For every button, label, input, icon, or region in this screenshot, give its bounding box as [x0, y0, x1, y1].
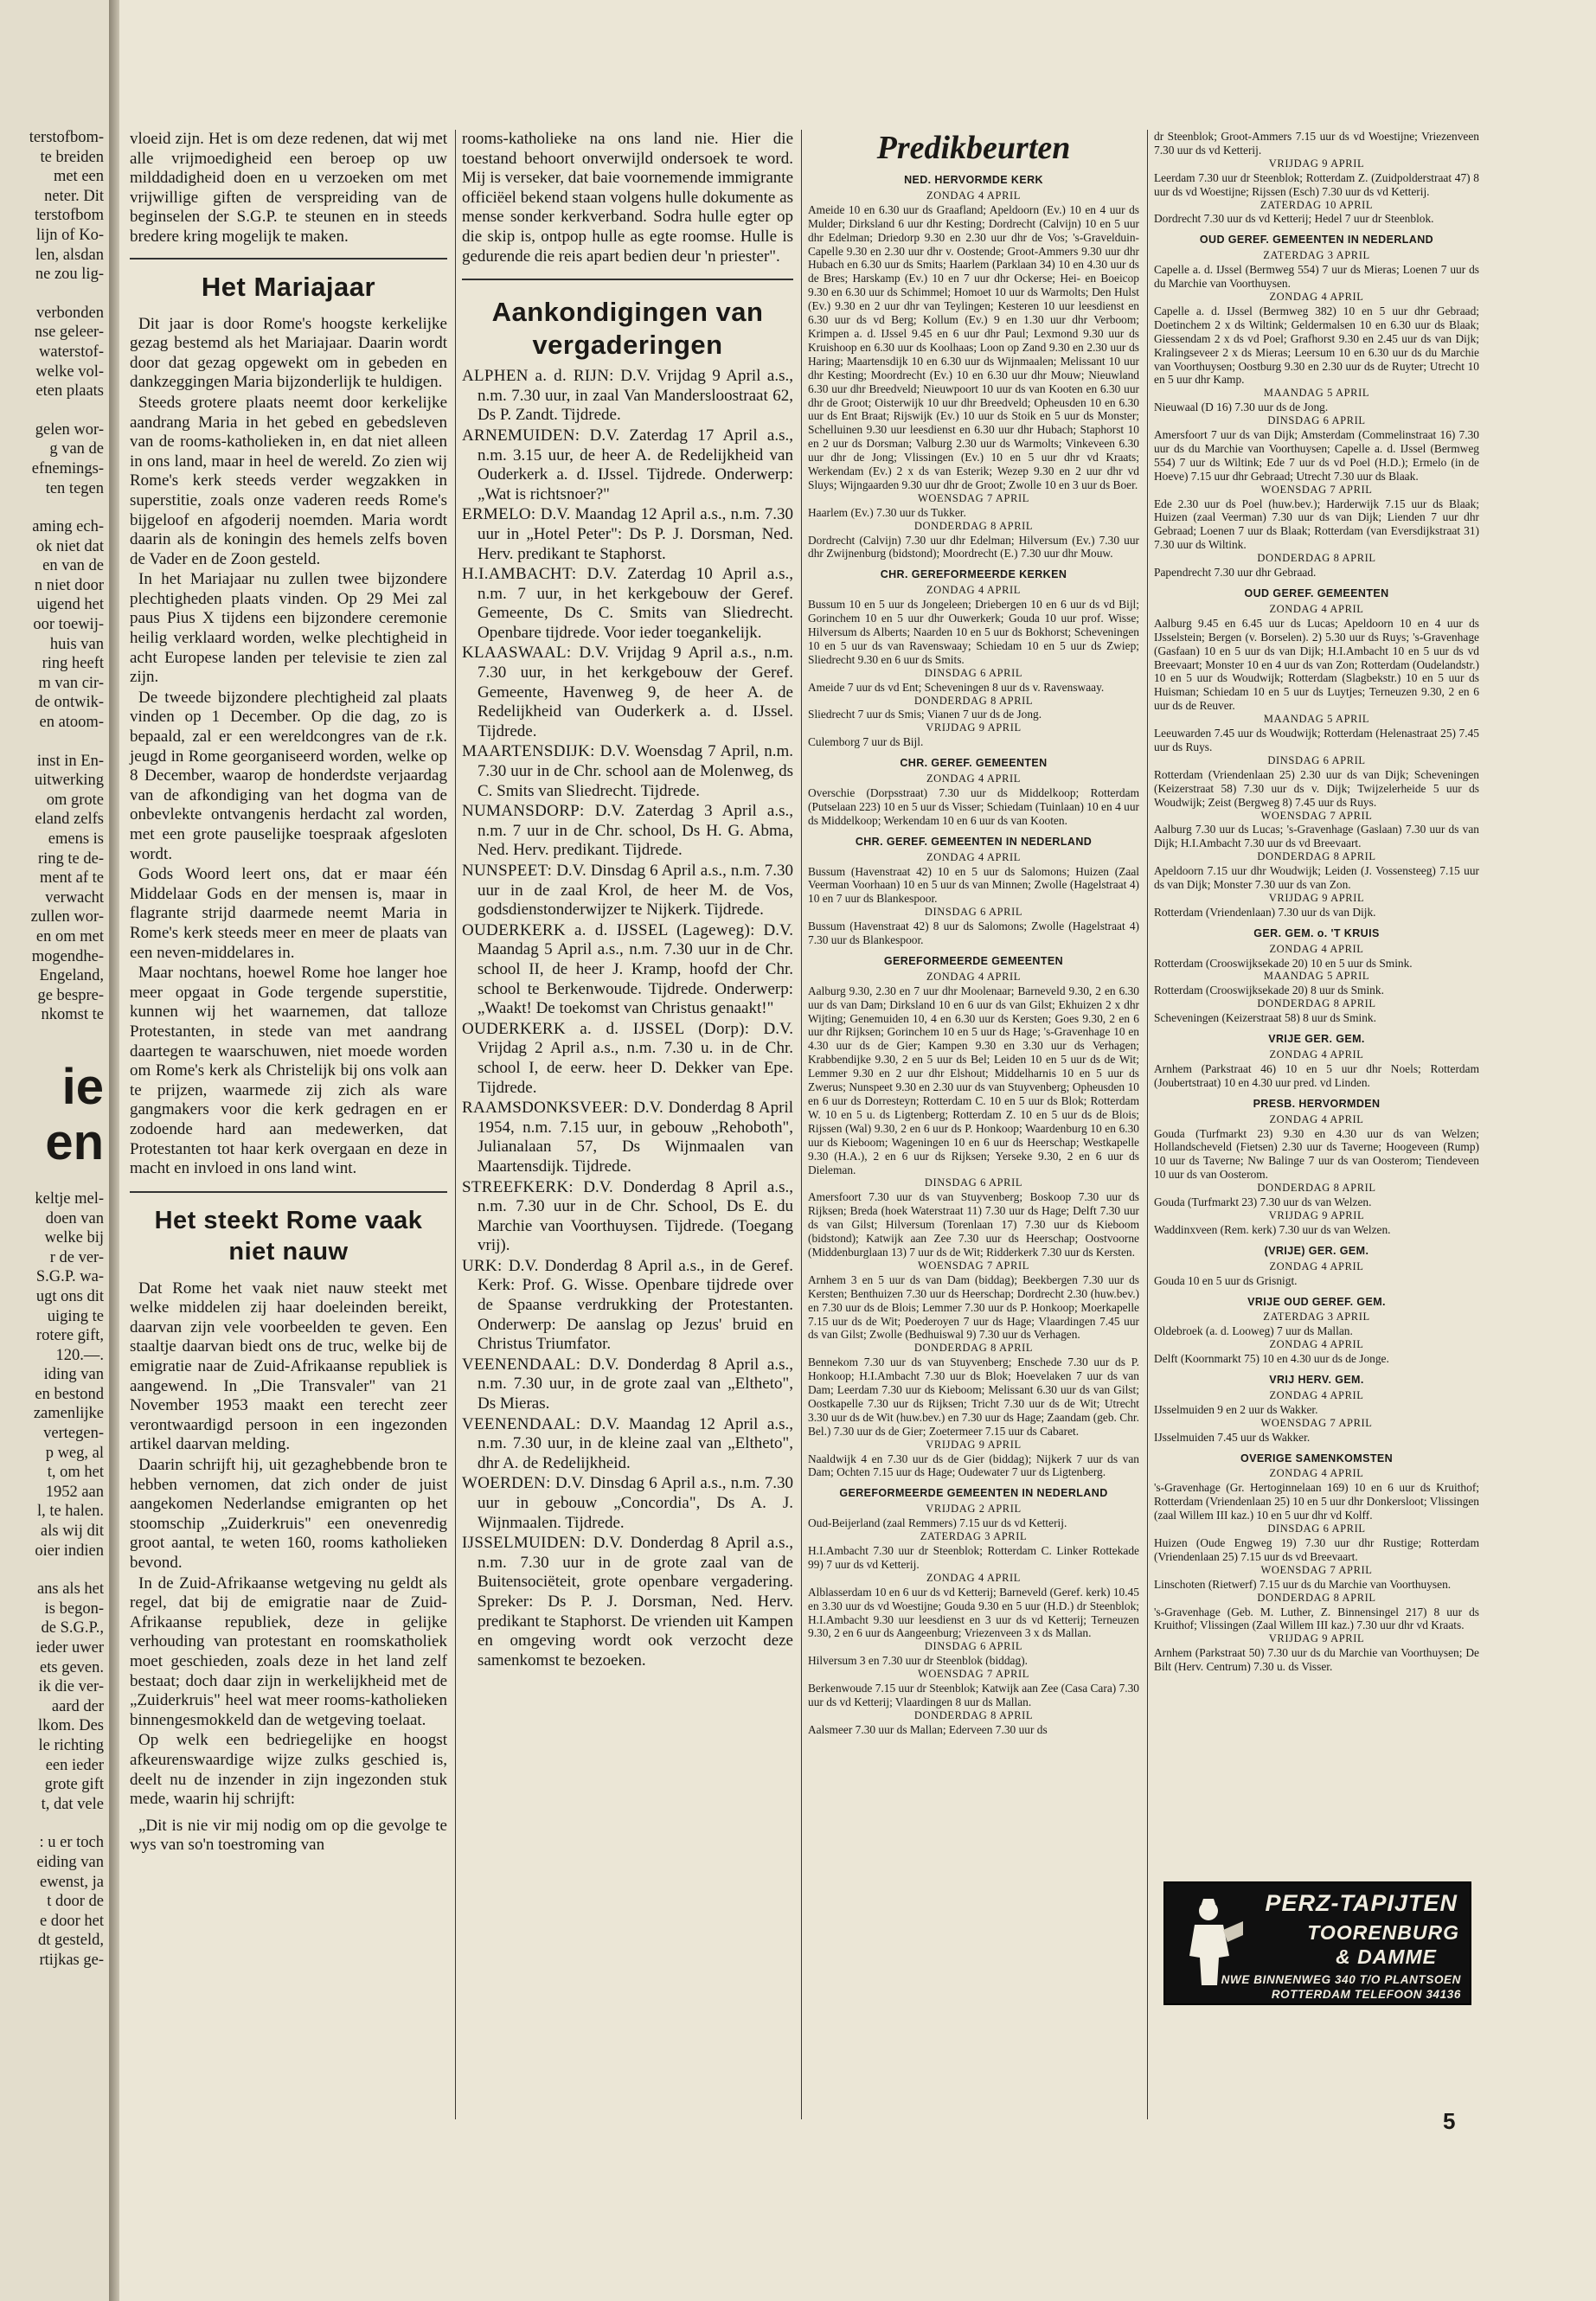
service-listing: Gouda (Turfmarkt 23) 9.30 en 4.30 uur ds van Welzen; Hollandscheveld (Fietsen) 2.30 uur ds Taverne; Hoogeveen (Rump) 10 uur ds Taverne; Nw Balinge 7 uur ds van Oosterom; Tiendeveen 10 uur ds van Oosterom.	[1154, 1126, 1479, 1182]
page-gutter	[109, 0, 119, 2301]
service-listing: Apeldoorn 7.15 uur dhr Woudwijk; Leiden (J. Vossensteeg) 7.15 uur ds van Dijk; Monster 7.30 uur ds van Zon.	[1154, 864, 1479, 892]
strip-text-line: keltje mel-	[35, 1189, 104, 1208]
announcement-item: ARNEMUIDEN: D.V. Zaterdag 17 April a.s., n.m. 3.15 uur, de heer A. de Redelijkheid van Ouderkerk a. d. IJssel. Tijdrede. Onderwerp: „Wat is richtsnoer?"	[462, 426, 793, 503]
service-day: ZATERDAG 3 APRIL	[920, 1530, 1028, 1543]
service-day: DONDERDAG 8 APRIL	[913, 519, 1034, 532]
service-day: WOENSDAG 7 APRIL	[917, 1259, 1030, 1272]
service-listing: H.I.Ambacht 7.30 uur dr Steenblok; Rotterdam C. Linker Rottekade 99) 7 uur ds vd Ketterij.	[808, 1544, 1139, 1571]
church-heading: CHR. GEREF. GEMEENTEN IN NEDERLAND	[855, 835, 1093, 848]
service-listing: Gouda 10 en 5 uur ds Grisnigt.	[1154, 1273, 1298, 1287]
article-paragraph: In het Mariajaar nu zullen twee bijzondere plechtigheden plaats vinden. Op 29 Mei zal paus Pius X tijdens een bijzondere ceremonie heilig verklaard worden, welke plechtigheid in acht Europese landen per televisie te zien zal zijn.	[130, 570, 447, 687]
announcement-place: URK:	[462, 1256, 503, 1275]
strip-text-line: te breiden	[40, 148, 104, 166]
strip-text-line: de S.G.P.,	[41, 1619, 104, 1638]
strip-text-line: uitwerking	[34, 772, 104, 790]
service-listing: Leeuwarden 7.45 uur ds Woudwijk; Rotterdam (Helenastraat 25) 7.45 uur ds Ruys.	[1154, 727, 1479, 753]
strip-heading-2: en	[45, 1113, 104, 1170]
strip-lines	[0, 128, 109, 1971]
announcement-place: MAARTENSDIJK:	[462, 742, 595, 761]
announcement-place: RAAMSDONKSVEER:	[462, 1099, 629, 1118]
strip-text-line: en van de	[42, 557, 104, 575]
strip-text-line: e door het	[40, 1912, 104, 1930]
announcement-place: VEENENDAAL:	[462, 1414, 581, 1433]
strip-text-line: waterstof-	[39, 343, 104, 361]
announcement-place: STREEFKERK:	[462, 1177, 574, 1196]
strip-text-line: grote gift	[44, 1776, 104, 1794]
strip-text-line: 120.—.	[55, 1346, 104, 1364]
announcement-item: RAAMSDONKSVEER: D.V. Donderdag 8 April 1954, n.m. 7.15 uur, in gebouw „Rehoboth", Julianalaan 57, Ds Wijnmaalen van Maartensdijk. Tijdrede.	[462, 1099, 793, 1176]
service-day: ZATERDAG 3 APRIL	[1263, 1311, 1370, 1324]
service-day: WOENSDAG 7 APRIL	[917, 491, 1030, 504]
strip-text-line: rtijkas ge-	[39, 1951, 104, 1969]
ad-phone: ROTTERDAM TELEFOON 34136	[1271, 1988, 1461, 2001]
church-heading: VRIJE OUD GEREF. GEM.	[1247, 1295, 1386, 1308]
service-day: ZONDAG 4 APRIL	[1269, 290, 1364, 303]
announcement-item: VEENENDAAL: D.V. Maandag 12 April a.s., n.m. 7.30 uur, in de kleine zaal van „Eltheto", dhr A. de Redelijkheid.	[462, 1414, 793, 1472]
service-day: MAANDAG 5 APRIL	[1263, 713, 1370, 726]
announcement-place: WOERDEN:	[462, 1474, 551, 1493]
announcement-item: URK: D.V. Donderdag 8 April a.s., in de Geref. Kerk: Prof. G. Wisse. Openbare tijdrede over de Spaanse verdrukking der Protestanten. Onderwerp: De aanslag op Jezus' bruid en Christus Triumfator.	[462, 1256, 793, 1354]
strip-text-line: ok niet dat	[35, 537, 104, 555]
announcement-place: NUNSPEET:	[462, 862, 553, 880]
column-rule	[455, 130, 456, 2119]
strip-text-line: terstofbom	[34, 207, 104, 225]
announcement-item: VEENENDAAL: D.V. Donderdag 8 April a.s., n.m. 7.30 uur, in de grote zaal van „Eltheto", Ds Mieras.	[462, 1355, 793, 1413]
announcement-item: STREEFKERK: D.V. Donderdag 8 April a.s., n.m. 7.30 uur in de Chr. School, Ds E. du Marchie van Voorthuysen. Tijdrede. (Toegang vrij).	[462, 1177, 793, 1255]
announcement-item: H.I.AMBACHT: D.V. Zaterdag 10 April a.s., n.m. 7 uur, in het kerkgebouw der Geref. Gemeente, Ds C. Smits van Sliedrecht. Openbare tijdrede. Voor ieder toegankelijk.	[462, 565, 793, 642]
service-day: DINSDAG 6 APRIL	[924, 906, 1023, 919]
service-listing: Capelle a. d. IJssel (Bermweg 554) 7 uur ds Mieras; Loenen 7 uur ds du Marchie van Voorthuysen.	[1154, 263, 1479, 291]
service-day: DONDERDAG 8 APRIL	[913, 694, 1034, 707]
announcement-item: OUDERKERK a. d. IJSSEL (Lageweg): D.V. Maandag 5 April a.s., n.m. 7.30 uur in de Chr. school II, de heer J. Kramp, hoofd der Chr. school te Berkenwoude. Tijdrede. Onderwerp: „Waakt! De toekomst van Christus genaakt!"	[462, 920, 793, 1018]
service-day: ZONDAG 4 APRIL	[1269, 1048, 1364, 1061]
service-listing: Amersfoort 7 uur ds van Dijk; Amsterdam (Commelinstraat 16) 7.30 uur ds du Marchie van Voorthuysen; Capelle a. d. IJssel (Bermweg 554) 7 uur ds Wiltink; Ede 7 uur ds vd Poel (H.D.); Ermelo (in de Hoeve) 7.15 uur dhr Gebraad; Utrecht 7.30 uur ds Blaak.	[1154, 428, 1479, 483]
service-listing: Aalburg 9.30, 2.30 en 7 uur dhr Moolenaar; Barneveld 9.30, 2 en 6.30 uur ds van Dam; Dirksland 10 en 6 uur ds van Gilst; Ekhuizen 2 x dhr Wijting; Genemuiden 10, 4 en 6.30 uur ds Kersten; Goes 9.30, 2 en 6 uur dhr Rijksen; Gorinchem 10 en 5 uur ds Hage; 's-Gravenhage 10 en 4.30 uur ds de Gier; Kampen 9.30 en 3.30 uur ds Verhagen; Krabbendijke 9.30, 2 en 5 uur ds Bel; Leiden 10 en 5 uur ds de Wit; Lemmer 9.30 en 2 uur dhr Elshout; Middelharnis 10 en 5 uur ds Zwerus; Nunspeet 9.30 en 2.30 uur ds van Stuyvenberg; Opheusden 10 en 6 uur ds Dorresteyn; Rotterdam C. 10 en 5 uur ds Blok; Rotterdam W. 10 en 5 u. ds Ligtenberg; Rotterdam Z. 10 en 5 uur ds de Blois; Rijssen (Wal) 9.30, 2 en 6 uur ds P. Honkoop; Waardenburg 10 en 6.30 uur ds Kieboom; Wageningen 10 en 6 uur ds Heerschap; Westkapelle 9.30 (H.A.), 2 en 6 uur ds Rijksen; Yerseke 9.30, 2 en 6 uur ds Dieleman.	[808, 984, 1139, 1176]
strip-text-line: t door de	[47, 1893, 104, 1911]
announcement-place: OUDERKERK a. d. IJSSEL (Lageweg):	[462, 920, 755, 939]
strip-text-line: ans als het	[36, 1580, 104, 1599]
article-paragraph: „Dit is nie vir mij nodig om op die gevolge te wys van so'n toestroming van	[130, 1816, 447, 1855]
announcement-item: IJSSELMUIDEN: D.V. Donderdag 8 April a.s., n.m. 7.30 uur in de grote zaal van de Buitensociëteit, grote openbare vergadering. Spreker: Ds P. J. Dorsman, Ned. Herv. predikant te Staphorst. De vrienden uit Kampen en omgeving wordt ook verzocht deze samenkomst te bezoeken.	[462, 1534, 793, 1670]
service-day: DONDERDAG 8 APRIL	[1257, 997, 1376, 1010]
service-listing: Overschie (Dorpsstraat) 7.30 uur ds Middelkoop; Rotterdam (Putselaan 223) 10 en 5 uur ds Visser; Schiedam (Tuinlaan) 10 en 4 uur ds Middelkoop; Werkendam 10 en 6 uur ds van Kooten.	[808, 785, 1139, 827]
service-listing: Leerdam 7.30 uur dr Steenblok; Rotterdam Z. (Zuidpolderstraat 47) 8 uur ds vd Woestijne; Rijssen (Esch) 7.30 uur ds vd Ketterij.	[1154, 170, 1479, 198]
ad-line-3: & DAMME	[1336, 1945, 1437, 1968]
ad-line-2: TOORENBURG	[1307, 1921, 1459, 1944]
service-listing: Linschoten (Rietwerf) 7.15 uur ds du Marchie van Voorthuysen.	[1154, 1577, 1452, 1591]
strip-text-line: eiding van	[36, 1853, 104, 1871]
service-day: DINSDAG 6 APRIL	[1267, 1522, 1366, 1535]
strip-text-line: om grote	[46, 791, 104, 809]
church-heading: OVERIGE SAMENKOMSTEN	[1240, 1452, 1394, 1465]
article-paragraph: Dit jaar is door Rome's hoogste kerkelijke gezag bestemd als het Mariajaar. Daarin wordt door dat gezag opgewekt om in gebeden en dankzeggingen Maria bijzonderlijk te huldigen.	[130, 314, 447, 392]
service-listing: dr Steenblok; Groot-Ammers 7.15 uur ds vd Woestijne; Vriezenveen 7.30 uur ds vd Ketterij.	[1154, 130, 1479, 157]
strip-text-line: ten tegen	[45, 479, 104, 497]
service-day: VRIJDAG 9 APRIL	[926, 1438, 1022, 1451]
service-day: VRIJDAG 2 APRIL	[926, 1503, 1022, 1516]
strip-text-line: : u er toch	[39, 1834, 104, 1852]
service-listing: Arnhem (Parkstraat 46) 10 en 5 uur dhr Noels; Rotterdam (Joubertstraat) 10 en 4.30 uur pred. vd Linden.	[1154, 1061, 1479, 1089]
service-listing: Aalburg 9.45 en 6.45 uur ds Lucas; Apeldoorn 10 en 4 uur ds IJsselstein; Bergen (v. Borselen). 2) 5.30 uur ds Ruys; 's-Gravenhage (Gasfaan) 10 en 5 uur ds van Dijk; H.I.Ambacht 10 en 5 uur ds vd Breevaart; Monster 10 en 4 uur ds van Zon; Rotterdam (Oudelandstr.) 10 en 5 uur ds Woudwijk; Rotterdam (Slagbekstr.) 10 en 5 uur ds Huisman; Schiedam 10 en 5 uur ds Luytjes; Terneuzen 9.30, 2 en 6 uur ds de Reuver.	[1154, 616, 1479, 713]
strip-text-line: zullen wor-	[30, 908, 104, 926]
strip-text-line: t, om het	[47, 1464, 104, 1482]
service-day: VRIJDAG 9 APRIL	[1268, 1208, 1365, 1221]
page-number: 5	[1443, 2108, 1456, 2134]
service-day: ZONDAG 4 APRIL	[1269, 1259, 1364, 1272]
service-day: DONDERDAG 8 APRIL	[1257, 552, 1376, 565]
service-day: ZONDAG 4 APRIL	[926, 189, 1022, 202]
previous-page-strip	[0, 0, 109, 2301]
service-day: VRIJDAG 9 APRIL	[1268, 157, 1365, 170]
service-listing: Waddinxveen (Rem. kerk) 7.30 uur ds van Welzen.	[1154, 1222, 1391, 1236]
strip-text-line: n niet door	[34, 576, 104, 594]
strip-text-line: ieder uwer	[35, 1639, 104, 1657]
strip-text-line: huis van	[49, 635, 104, 653]
service-day: ZATERDAG 3 APRIL	[1263, 249, 1370, 262]
service-day: DONDERDAG 8 APRIL	[1257, 1182, 1376, 1195]
service-day: WOENSDAG 7 APRIL	[1260, 1416, 1373, 1429]
service-day: ZONDAG 4 APRIL	[1269, 942, 1364, 955]
service-listing: Arnhem 3 en 5 uur ds van Dam (biddag); Beekbergen 7.30 uur ds Kersten; Benthuizen 7.30 uur ds Heerschap; Dordrecht 2.30 (huw.bev.) en 7.30 uur ds de Blois; Lemmer 7.30 uur ds P. Honkoop; Moerkapelle 7.15 uur ds de Wit; Poederoyen 7 uur ds Hage; Vlaardingen 7.45 uur ds van Gilst; Zwolle (Bedhuiswal 9) 7.30 uur ds Verhagen.	[808, 1272, 1139, 1342]
church-heading: CHR. GEREF. GEMEENTEN	[900, 757, 1048, 770]
service-day: WOENSDAG 7 APRIL	[917, 1668, 1030, 1681]
service-listing: Papendrecht 7.30 uur dhr Gebraad.	[1154, 566, 1317, 580]
church-heading: VRIJ HERV. GEM.	[1269, 1374, 1364, 1387]
strip-text-line: zamenlijke	[33, 1405, 104, 1423]
strip-text-line: de ontwik-	[35, 694, 104, 712]
strip-text-line: eland zelfs	[35, 811, 104, 829]
church-heading: OUD GEREF. GEMEENTEN IN NEDERLAND	[1199, 234, 1434, 247]
church-heading: (VRIJE) GER. GEM.	[1264, 1244, 1369, 1257]
service-day: WOENSDAG 7 APRIL	[1260, 809, 1373, 822]
service-listing: Rotterdam (Vriendenlaan) 7.30 uur ds van Dijk.	[1154, 905, 1376, 919]
service-listing: Bussum (Havenstraat 42) 10 en 5 uur ds Salomons; Huizen (Zaal Veerman Voorhaan) 10 en 5 uur ds van Minnen; Zwolle (Hagelstraat 4) 10 en 7 uur ds Blankespoor.	[808, 864, 1139, 906]
service-listing: Oud-Beijerland (zaal Remmers) 7.15 uur ds vd Ketterij.	[808, 1516, 1067, 1530]
service-listing: IJsselmuiden 7.45 uur ds Wakker.	[1154, 1430, 1311, 1444]
announcement-place: VEENENDAAL:	[462, 1355, 581, 1374]
strip-text-line: als wij dit	[41, 1522, 104, 1541]
service-day: ZONDAG 4 APRIL	[926, 772, 1022, 785]
service-listing: Delft (Koornmarkt 75) 10 en 4.30 uur ds de Jonge.	[1154, 1352, 1389, 1366]
service-listing: Berkenwoude 7.15 uur dr Steenblok; Katwijk aan Zee (Casa Cara) 7.30 uur ds vd Ketterij; Vlaardingen 8 uur ds Mallan.	[808, 1682, 1140, 1708]
service-listing: Aalburg 7.30 uur ds Lucas; 's-Gravenhage (Gaslaan) 7.30 uur ds van Dijk; H.I.Ambacht 7.30 uur ds vd Breevaart.	[1154, 823, 1479, 850]
announcement-item: MAARTENSDIJK: D.V. Woensdag 7 April, n.m. 7.30 uur in de Chr. school aan de Molenweg, ds C. Smits van Sliedrecht. Tijdrede.	[462, 742, 793, 800]
column-1	[130, 130, 447, 1856]
service-day: ZONDAG 4 APRIL	[1269, 602, 1364, 615]
strip-text-line: uigend het	[36, 596, 104, 614]
service-day: ZONDAG 4 APRIL	[926, 1571, 1022, 1584]
announcement-list	[462, 367, 793, 1670]
strip-text-line: ets geven.	[40, 1658, 104, 1676]
strip-text-line: efnemings-	[31, 459, 104, 478]
strip-text-line: oier indien	[35, 1541, 104, 1560]
service-listing: Haarlem (Ev.) 7.30 uur ds Tukker.	[808, 505, 966, 519]
strip-text-line: eten plaats	[35, 382, 104, 401]
column-rule	[1147, 130, 1148, 2119]
service-day: DINSDAG 6 APRIL	[924, 1176, 1023, 1189]
announcement-place: OUDERKERK a. d. IJSSEL (Dorp):	[462, 1019, 750, 1038]
service-schedule-continued	[1154, 130, 1479, 1674]
strip-text-line: ring heeft	[42, 655, 104, 673]
service-listing: Huizen (Oude Engweg 19) 7.30 uur dhr Rustige; Rotterdam (Vriendenlaan 25) 7.15 uur ds vd Breevaart.	[1154, 1536, 1479, 1563]
church-heading: GEREFORMEERDE GEMEENTEN	[883, 954, 1064, 967]
announcement-place: ERMELO:	[462, 505, 536, 524]
service-listing: Bussum (Havenstraat 42) 8 uur ds Salomons; Zwolle (Hagelstraat 4) 7.30 uur ds Blankespoor.	[808, 920, 1139, 947]
service-listing: Ameide 7 uur ds vd Ent; Scheveningen 8 uur ds v. Ravenswaay.	[808, 680, 1105, 694]
service-day: ZONDAG 4 APRIL	[1269, 1112, 1364, 1125]
strip-text-line: ewenst, ja	[40, 1873, 104, 1891]
strip-text-line: is begon-	[44, 1599, 104, 1618]
column-3	[808, 130, 1139, 1737]
announcement-item: KLAASWAAL: D.V. Vrijdag 9 April a.s., n.m. 7.30 uur, in het kerkgebouw der Geref. Gemeente, Havenweg 9, de heer A. de Redelijkheid van Ouderkerk a. d. IJssel. Tijdrede.	[462, 644, 793, 740]
service-listing: Arnhem (Parkstraat 50) 7.30 uur ds du Marchie van Voorthuysen; De Bilt (Herv. Centrum) 7.30 u. ds Visser.	[1154, 1646, 1479, 1674]
article-paragraph: Gods Woord leert ons, dat er maar één Middelaar Gods en der mensen is, maar in flagrante strijd daarmede neemt Maria in Rome's kerk steeds meer en meer de plaats van een neven-middelares in.	[130, 865, 447, 962]
service-day: ZONDAG 4 APRIL	[1269, 1388, 1364, 1401]
service-listing: Rotterdam (Crooswijksekade 20) 8 uur ds Smink.	[1154, 984, 1384, 997]
strip-text-line: t, dat vele	[41, 1795, 104, 1813]
strip-text-line: len, alsdan	[35, 246, 104, 264]
strip-text-line: lkom. Des	[37, 1717, 104, 1735]
strip-text-line: en atoom-	[39, 714, 104, 732]
strip-text-line: een ieder	[45, 1756, 104, 1774]
service-day: DONDERDAG 8 APRIL	[1257, 1591, 1376, 1604]
service-listing: Rotterdam (Crooswijksekade 20) 10 en 5 uur ds Smink.	[1154, 956, 1413, 970]
strip-text-line: ge bespre-	[37, 986, 104, 1004]
strip-text-line: ik die ver-	[38, 1678, 104, 1696]
announcement-item: WOERDEN: D.V. Dinsdag 6 April a.s., n.m. 7.30 uur in gebouw „Concordia", Ds A. J. Wijnmaalen. Tijdrede.	[462, 1474, 793, 1532]
strip-text-line: oor toewij-	[33, 616, 104, 634]
article-paragraph: Op welk een bedriegelijke en hoogst afkeurenswaardige wijze zulks geschied is, deelt nu de inzender in zijn ingezonden stuk mede, waarin hij schrijft:	[130, 1731, 447, 1809]
strip-text-line: welke vol-	[35, 362, 104, 381]
service-day: MAANDAG 5 APRIL	[1263, 387, 1370, 400]
strip-text-line: rotere gift,	[35, 1327, 104, 1345]
service-day: ZONDAG 4 APRIL	[926, 970, 1022, 983]
announcement-place: IJSSELMUIDEN:	[462, 1534, 586, 1553]
announcement-item: ERMELO: D.V. Maandag 12 April a.s., n.m. 7.30 uur in „Hotel Peter": Ds P. J. Dorsman, Ned. Herv. predikant te Staphorst.	[462, 505, 793, 563]
strip-text-line: verbonden	[35, 304, 104, 322]
strip-text-line: ring te de-	[37, 849, 104, 868]
service-listing: 's-Gravenhage (Geb. M. Luther, Z. Binnensingel 217) 8 uur ds Kruithof; Vlissingen (Zaal Willem III kaz.) 7.30 uur dhr vd Kraats.	[1154, 1605, 1479, 1632]
service-listing: Scheveningen (Keizerstraat 58) 8 uur ds Smink.	[1154, 1011, 1376, 1025]
strip-text-line: g van de	[49, 440, 104, 458]
column-4	[1154, 130, 1479, 1674]
article-paragraph: Maar nochtans, hoewel Rome hoe langer hoe meer opgaat in Gode tergende superstitie, kunnen wij het waarnemen, dat talloze Protestanten, in stede van met aandrang daartegen te waarschuwen, niet moede worden om Rome's kerk als Christelijk bij ons volk aan te prijzen, waarmede zij zich als ware gangmakers voor die kerk gedragen en er zodoende hard aan medewerken, dat Protestanten tot haar kerk overgaan en deze in macht en invloed in ons land wint.	[130, 964, 447, 1178]
strip-text-line: aming ech-	[32, 518, 104, 536]
strip-text-line: nkomst te	[41, 1006, 104, 1024]
article-paragraph: In de Zuid-Afrikaanse wetgeving nu geldt als regel, dat bij de emigratie naar de Zuid-Afrikaanse republiek, deze in gelijke verhouding van protestant en roomskatholiek moet geschieden, zoals deze in het land zelf bestaat; doch daar zijn in werkelijkheid met de „Zuiderkruis" heel wat meer rooms-katholieken binnengesmokkeld dan de wetgeving toelaat.	[130, 1574, 447, 1729]
strip-text-line: inst in En-	[36, 752, 104, 770]
strip-text-line: neter. Dit	[44, 187, 104, 205]
ad-line-1: PERZ-TAPIJTEN	[1265, 1890, 1458, 1916]
service-day: ZONDAG 4 APRIL	[1269, 1467, 1364, 1480]
service-day: ZONDAG 4 APRIL	[926, 584, 1022, 597]
strip-text-line: vertegen-	[43, 1425, 104, 1443]
strip-text-line: en bestond	[35, 1385, 104, 1403]
service-day: DONDERDAG 8 APRIL	[1257, 850, 1376, 863]
church-heading: GEREFORMEERDE GEMEENTEN IN NEDERLAND	[839, 1487, 1108, 1500]
strip-text-line: S.G.P. wa-	[35, 1268, 104, 1286]
announcement-place: KLAASWAAL:	[462, 644, 572, 663]
advertisement-perz-tapijten	[1163, 1881, 1471, 2005]
announcement-item: ALPHEN a. d. RIJN: D.V. Vrijdag 9 April a.s., n.m. 7.30 uur, in zaal Van Mandersloostraat 62, Ds P. Zandt. Tijdrede.	[462, 367, 794, 425]
strip-text-line: l, te halen.	[36, 1503, 104, 1521]
article-paragraph: Steeds grotere plaats neemt door kerkelijke aandrang Maria in het gebed en gebedsleven van de rooms-katholieken in, en dat niet alleen in ons land, maar in heel de wereld. Zo zien wij Rome's kerk steeds verder wegzakken in superstitie, zoals onze vaderen reeds Rome's bijgeloof en afgoderij noemden. Maria wordt daarin als de koningin des hemels zelfs boven de Vader en de Zoon gesteld.	[130, 393, 447, 568]
service-day: DINSDAG 6 APRIL	[924, 666, 1023, 679]
service-day: DONDERDAG 8 APRIL	[913, 1342, 1034, 1355]
service-listing: IJsselmuiden 9 en 2 uur ds Wakker.	[1154, 1402, 1318, 1416]
service-schedule	[808, 174, 1139, 1737]
service-listing: 's-Gravenhage (Gr. Hertoginnelaan 169) 10 en 6 uur ds Kruithof; Rotterdam (Vriendenlaan 25) 10 en 5 uur dhr Donkersloot; Vlissingen (zaal Willem III kaz.) 10 en 5 uur dhr vd Kolff.	[1154, 1481, 1479, 1522]
heading-aankondigingen: Aankondigingen van vergaderingen	[491, 297, 764, 361]
service-listing: Nieuwaal (D 16) 7.30 uur ds de Jong.	[1154, 401, 1329, 414]
announcement-item: OUDERKERK a. d. IJSSEL (Dorp): D.V. Vrijdag 2 April a.s., n.m. 7.30 u. in de Chr. school I, de eerw. heer D. Dekker van Epe. Tijdrede.	[462, 1019, 793, 1097]
service-day: MAANDAG 5 APRIL	[1263, 970, 1370, 983]
strip-text-line: verwacht	[45, 888, 104, 907]
service-listing: Naaldwijk 4 en 7.30 uur ds de Gier (biddag); Nijkerk 7 uur ds van Dam; Ochten 7.15 uur ds Hage; Oudewater 7 uur ds Ligtenberg.	[808, 1452, 1139, 1479]
announcement-item: NUNSPEET: D.V. Dinsdag 6 April a.s., n.m. 7.30 uur in de zaal Krol, de heer M. de Vos, godsdienstonderwijzer te Nijkerk. Tijdrede.	[462, 862, 793, 920]
strip-text-line: aard der	[51, 1697, 104, 1715]
strip-text-line: met een	[53, 168, 104, 186]
service-listing: Amersfoort 7.30 uur ds van Stuyvenberg; Boskoop 7.30 uur ds Rijksen; Breda (hoek Waterstraat 11) 7.30 uur ds Hage; Delft 7.30 uur ds van Gilst; Hilversum (Torenlaan 17) 7.30 uur ds Kieboom (bidstond); Katwijk aan Zee 7.30 uur ds Heerschap; Oostvoorne (Middenburglaan 13) 7 uur ds de Wit; Ridderkerk 7.30 uur ds Kersten.	[808, 1190, 1139, 1259]
service-listing: Oldebroek (a. d. Looweg) 7 uur ds Mallan.	[1154, 1324, 1353, 1338]
service-day: ZONDAG 4 APRIL	[1269, 1338, 1364, 1351]
church-heading: NED. HERVORMDE KERK	[904, 174, 1043, 186]
strip-text-line: nse geleer-	[34, 324, 104, 342]
strip-text-line: dt gesteld,	[37, 1932, 104, 1950]
strip-heading-1: ie	[61, 1058, 104, 1115]
strip-text-line: iding van	[43, 1366, 104, 1384]
announcement-place: NUMANSDORP:	[462, 802, 585, 821]
service-day: VRIJDAG 9 APRIL	[926, 721, 1022, 734]
strip-text-line: m van cir-	[38, 674, 104, 692]
strip-text-line: en om met	[35, 927, 104, 945]
announcement-item: NUMANSDORP: D.V. Zaterdag 3 April a.s., n.m. 7 uur in de Chr. school, Ds H. G. Abma, Ned. Herv. predikant. Tijdrede.	[462, 802, 793, 860]
service-listing: Hilversum 3 en 7.30 uur dr Steenblok (biddag).	[808, 1654, 1029, 1668]
announcement-place: ARNEMUIDEN:	[462, 426, 580, 445]
service-day: DINSDAG 6 APRIL	[1267, 753, 1366, 766]
strip-text-line: ugt ons dit	[35, 1287, 104, 1305]
service-day: WOENSDAG 7 APRIL	[1260, 1563, 1373, 1576]
service-listing: Ede 2.30 uur ds Poel (huw.bev.); Harderwijk 7.15 uur ds Blaak; Huizen (zaal Veerman) 7.30 uur ds van Dijk; Lienden 7 uur dhr Gebraad; Loenen 7 uur ds Blaak; Rotterdam (van Eversdijkstraat 31) 7.30 uur ds Wiltink.	[1154, 497, 1479, 552]
article-paragraph: Daarin schrijft hij, uit gezaghebbende bron te hebben vernomen, dat zich onder de juist aangekomen Nederlandse emigranten op het stoomschip „Zuiderkruis" een onevenredig groot aantal, te weten 160, rooms katholieken bevond.	[130, 1456, 447, 1572]
intro-paragraph: rooms-katholieke na ons land nie. Hier die toestand behoort onverwijld ondersoek te word. Mij is verseker, dat baie voornemende immigrante officiëel bekend staan volgens hulle dokumente as mense sonder kerkverband. Sodra hulle egter op die skip is, ontpop hulle as egte roomse. Hulle is gedurende die reis apart bedien deur 'n priester".	[462, 130, 793, 266]
strip-text-line: terstofbom-	[29, 129, 104, 146]
church-heading: PRESB. HERVORMDEN	[1253, 1097, 1381, 1110]
strip-text-line: r de ver-	[49, 1248, 104, 1266]
service-day: WOENSDAG 7 APRIL	[1260, 483, 1373, 496]
strip-text-line: le richting	[38, 1736, 104, 1754]
announcement-place: ALPHEN a. d. RIJN:	[462, 367, 614, 386]
ad-address: NWE BINNENWEG 340 T/O PLANTSOEN	[1221, 1973, 1461, 1986]
heading-mariajaar: Het Mariajaar	[201, 271, 376, 302]
service-listing: Gouda (Turfmarkt 23) 7.30 uur ds van Welzen.	[1154, 1195, 1372, 1209]
church-heading: VRIJE GER. GEM.	[1268, 1033, 1365, 1046]
heading-rome: Het steekt Rome vaak niet nauw	[154, 1206, 423, 1266]
service-listing: Ameide 10 en 6.30 uur ds Graafland; Apeldoorn (Ev.) 10 en 4 uur ds Mulder; Dirksland 6 uur dhr Kesting; Dordrecht (Calvijn) 10 en 5 uur dhr Edelman; Driedorp 9.30 en 2.30 uur dhr de Vos; 's-Gravelduin-Capelle 9.30 en 2.30 uur dhr v. Oostende; Groot-Ammers 9.30 uur dhr Hubach en 6.30 uur ds Smits; Haarlem (Parklaan 34) 10 en 4.30 uur ds de Bres; Harskamp (Ev.) 10 en 7 uur dhr Ockerse; Hei- en Boeicop 9.30 en 6.30 uur ds Schimmel; Homoet 10 uur ds Warmolts; Den Hulst (Ev.) 9.30 en 2 uur dhr van Teylingen; Kesteren 10 uur leesdienst en 6.30 uur ds vd Berg; Kollum (Ev.) 9 en 1.30 uur dhr Verboom; Krimpen a. d. IJssel 9.45 en 6 uur dhr Paul; Lexmond 9.30 uur ds Kruishoop en 6.30 uur ds Koolhaas; Loon op Zand 9.30 en 2.30 uur ds Haring; Maartensdijk 10 en 6.30 uur ds Wijnmaalen; Melissant 10 uur dhr Kesting; Moordrecht (Ev.) 10 en 6.30 uur dhr Mouw; Nieuwland 6.30 uur dhr Breedveld; Nieuwpoort 10 uur ds van Kooten en 6.30 uur dhr de Groot; Oisterwijk 10 uur dhr Breedveld; Opheusden 10 en 6.30 uur ds Ent Braat; Rijswijk (Ev.) 10 uur ds Stoik en 5 uur ds Monster; Schelluinen 9.30 uur leesdienst en 6.30 uur dhr Hubach; Staphorst 10 en 2 uur ds Dorsman; Valburg 2.30 uur ds Warmolts; Vinkeveen 6.30 uur dhr de Jong; Vlissingen (Ev.) 10 en 5 uur dhr vd Kraats; Werkendam (Ev.) 2 x ds van Esterik; Wezep 9.30 en 2 uur dhr vd Sluys; Wijngaarden 9.30 uur dhr de Groot; Zwolle 10 en 3 uur ds Boer.	[808, 202, 1139, 491]
strip-text-line: 1952 aan	[45, 1483, 104, 1501]
strip-text-line: gelen wor-	[35, 420, 104, 439]
predikbeurten-title: Predikbeurten	[876, 130, 1071, 166]
service-day: DINSDAG 6 APRIL	[924, 1640, 1023, 1653]
strip-text-line: emens is	[48, 830, 104, 848]
column-2	[462, 130, 793, 1671]
service-listing: Culemborg 7 uur ds Bijl.	[808, 735, 924, 749]
service-day: VRIJDAG 9 APRIL	[1268, 1632, 1365, 1645]
strip-text-line: doen van	[45, 1209, 104, 1227]
service-day: VRIJDAG 9 APRIL	[1268, 891, 1365, 904]
service-day: DINSDAG 6 APRIL	[1267, 414, 1366, 427]
church-heading: OUD GEREF. GEMEENTEN	[1244, 587, 1389, 599]
announcement-place: H.I.AMBACHT:	[462, 565, 577, 584]
strip-text-line: uiging te	[47, 1307, 104, 1325]
strip-text-line: p weg, al	[45, 1444, 104, 1462]
service-listing: Aalsmeer 7.30 uur ds Mallan; Ederveen 7.30 uur ds	[808, 1722, 1048, 1736]
church-heading: CHR. GEREFORMEERDE KERKEN	[880, 568, 1067, 581]
strip-text-line: welke bij	[44, 1229, 104, 1247]
service-listing: Alblasserdam 10 en 6 uur ds vd Ketterij; Barneveld (Geref. kerk) 10.45 en 3.30 uur ds vd Woestijne; Gouda 9.30 en 5 uur (H.D.) dr Steenblok; H.I.Ambacht 9.30 uur leesdienst en 3 uur ds vd Ketterij; Terneuzen 9.30, 2 en 6 uur ds Aangeenburg; Vriezenveen 3 x ds Mallan.	[808, 1585, 1139, 1640]
service-day: ZONDAG 4 APRIL	[926, 850, 1022, 863]
service-day: DONDERDAG 8 APRIL	[913, 1708, 1034, 1721]
service-listing: Dordrecht 7.30 uur ds vd Ketterij; Hedel 7 uur dr Steenblok.	[1154, 212, 1434, 226]
service-listing: Bussum 10 en 5 uur ds Jongeleen; Driebergen 10 en 6 uur ds vd Bijl; Gorinchem 10 en 5 uur dhr Ouwerkerk; Gouda 10 uur prof. Wisse; Hilversum ds Alberts; Naarden 10 en 5 uur ds Bokhorst; Scheveningen 10 en 5 uur ds van Ravenswaay; Schiedam 10 en 5 uur ds Zwiep; Sliedrecht 9.30 en 6 uur ds Smits.	[808, 598, 1139, 666]
intro-paragraph: vloeid zijn. Het is om deze redenen, dat wij met alle vrijmoedigheid een beroep op uw milddadigheid doen en u verzoeken om met vrijwillige giften de verspreiding van de beginselen der S.G.P. te steunen en in steeds bredere kring mogelijk te maken.	[130, 130, 447, 246]
strip-text-line: ne zou lig-	[35, 266, 104, 284]
strip-text-line: lijn of Ko-	[35, 226, 104, 244]
service-listing: Capelle a. d. IJssel (Bermweg 382) 10 en 5 uur dhr Gebraad; Doetinchem 2 x ds Wiltink; Geldermalsen 10 en 6.30 uur ds Blaak; Giessendam 2 x ds vd Poel; Grafhorst 9.30 en 2.45 uur ds van Dijk; Kralingseveer 2 x ds Mieras; Leersum 10 en 6.30 uur ds du Marchie van Voorthuysen; Oostburg 9.30 en 2.30 uur ds de Ruyter; Utrecht 10 en 5 uur dhr Kamp.	[1154, 304, 1479, 387]
service-day: ZATERDAG 10 APRIL	[1259, 198, 1374, 211]
strip-text-line: Engeland,	[39, 967, 104, 985]
article-paragraph: Dat Rome het vaak niet nauw steekt met welke middelen zij haar doeleinden bereikt, daarvan zijn vele voorbeelden te geven. Een staaltje daarvan biedt ons de truc, welke bij de emigratie naar de Zuid-Afrikaanse republiek is aangewend. In „Die Transvaler" van 21 November 1953 maakt een terecht zeer verontwaardigd persoon in een ingezonden artikel daarvan melding.	[130, 1279, 447, 1454]
article-paragraph: De tweede bijzondere plechtigheid zal plaats vinden op 1 December. Op die dag, zo is bepaald, zal er een wereldcongres van de r.k. jeugd in Rome georganiseerd worden, welke op 8 December, waarop de honderdste verjaardag van de afkondiging van het dogma van de onbevlekte ontvangenis herdacht zal worden, met een grote pauselijke toespraak afgesloten wordt.	[130, 688, 447, 863]
service-listing: Dordrecht (Calvijn) 7.30 uur dhr Edelman; Hilversum (Ev.) 7.30 uur dhr Zwijnenburg (bidstond); Moordrecht (E.) 7.30 uur dhr Mouw.	[808, 533, 1139, 561]
column-rule	[801, 130, 802, 2119]
church-heading: GER. GEM. o. 'T KRUIS	[1253, 926, 1380, 939]
service-listing: Rotterdam (Vriendenlaan 25) 2.30 uur ds van Dijk; Scheveningen (Keizerstraat 58) 7.30 uur ds v. Dijk; Twijzelerheide 5 uur ds Woudwijk; Zeist (Bergweg 8) 7.45 uur ds Ruys.	[1154, 767, 1479, 809]
strip-text-line: ment af te	[40, 869, 104, 888]
service-listing: Sliedrecht 7 uur ds Smis; Vianen 7 uur ds de Jong.	[808, 708, 1042, 721]
service-listing: Bennekom 7.30 uur ds van Stuyvenberg; Enschede 7.30 uur ds P. Honkoop; H.I.Ambacht 7.30 uur ds Blok; Hoevelaken 7 uur ds van Dam; Leerdam 7.30 uur ds Kieboom; Melissant 6.30 uur ds van Gilst; Oostkapelle 7.30 uur ds Rijksen; Tricht 7.30 uur ds de Wit; Utrecht 3.30 uur ds de Wit (huw.bev.) en 7.30 uur ds Hage; Zaandam (geb. Chr. Bel.) 7.30 uur ds de Gier; Zoetermeer 7.15 uur ds Cabaret.	[808, 1356, 1139, 1438]
strip-text-line: mogendhe-	[31, 947, 104, 965]
